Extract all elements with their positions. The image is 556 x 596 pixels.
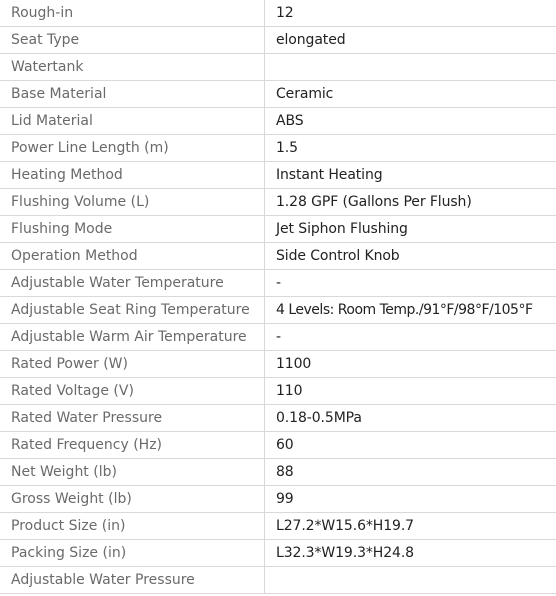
table-row [0,405,556,432]
spec-label: Power Line Length (m) [0,135,265,162]
spec-label: Gross Weight (lb) [0,486,265,513]
spec-value: 99 [265,486,556,513]
table-row [0,567,556,594]
spec-label: Heating Method [0,162,265,189]
spec-value: 1100 [265,351,556,378]
table-row [0,162,556,189]
table-row [0,54,556,81]
spec-label: Rated Water Pressure [0,405,265,432]
table-row [0,459,556,486]
spec-label: Packing Size (in) [0,540,265,567]
spec-value: 1.5 [265,135,556,162]
table-row [0,216,556,243]
spec-value [265,54,556,81]
spec-label: Rated Frequency (Hz) [0,432,265,459]
table-row [0,108,556,135]
spec-label: Rough-in [0,0,265,27]
spec-value [265,567,556,594]
table-row [0,486,556,513]
spec-value: ABS [265,108,556,135]
spec-value: Jet Siphon Flushing [265,216,556,243]
spec-label: Flushing Mode [0,216,265,243]
spec-value: - [265,270,556,297]
spec-value: 88 [265,459,556,486]
spec-value: 60 [265,432,556,459]
table-row [0,351,556,378]
table-row [0,513,556,540]
spec-label: Adjustable Water Pressure [0,567,265,594]
spec-label: Lid Material [0,108,265,135]
spec-value: L32.3*W19.3*H24.8 [265,540,556,567]
table-row [0,324,556,351]
spec-label: Seat Type [0,27,265,54]
spec-label: Adjustable Seat Ring Temperature [0,297,265,324]
table-row [0,297,556,324]
spec-value: Instant Heating [265,162,556,189]
spec-value: 4 Levels: Room Temp./91°F/98°F/105°F [265,297,556,324]
table-row [0,432,556,459]
table-row [0,243,556,270]
spec-label: Watertank [0,54,265,81]
spec-label: Base Material [0,81,265,108]
table-row [0,189,556,216]
table-row [0,81,556,108]
spec-value: 110 [265,378,556,405]
spec-value: 0.18-0.5MPa [265,405,556,432]
spec-value: elongated [265,27,556,54]
table-row [0,378,556,405]
spec-label: Adjustable Warm Air Temperature [0,324,265,351]
table-row [0,27,556,54]
spec-value: 1.28 GPF (Gallons Per Flush) [265,189,556,216]
spec-value: 12 [265,0,556,27]
table-row [0,135,556,162]
spec-label: Flushing Volume (L) [0,189,265,216]
spec-label: Operation Method [0,243,265,270]
table-row [0,540,556,567]
spec-value: L27.2*W15.6*H19.7 [265,513,556,540]
spec-value: Ceramic [265,81,556,108]
spec-value: Side Control Knob [265,243,556,270]
table-row [0,270,556,297]
spec-value: - [265,324,556,351]
table-row [0,0,556,27]
spec-label: Rated Voltage (V) [0,378,265,405]
spec-label: Rated Power (W) [0,351,265,378]
spec-label: Net Weight (lb) [0,459,265,486]
spec-label: Adjustable Water Temperature [0,270,265,297]
spec-label: Product Size (in) [0,513,265,540]
